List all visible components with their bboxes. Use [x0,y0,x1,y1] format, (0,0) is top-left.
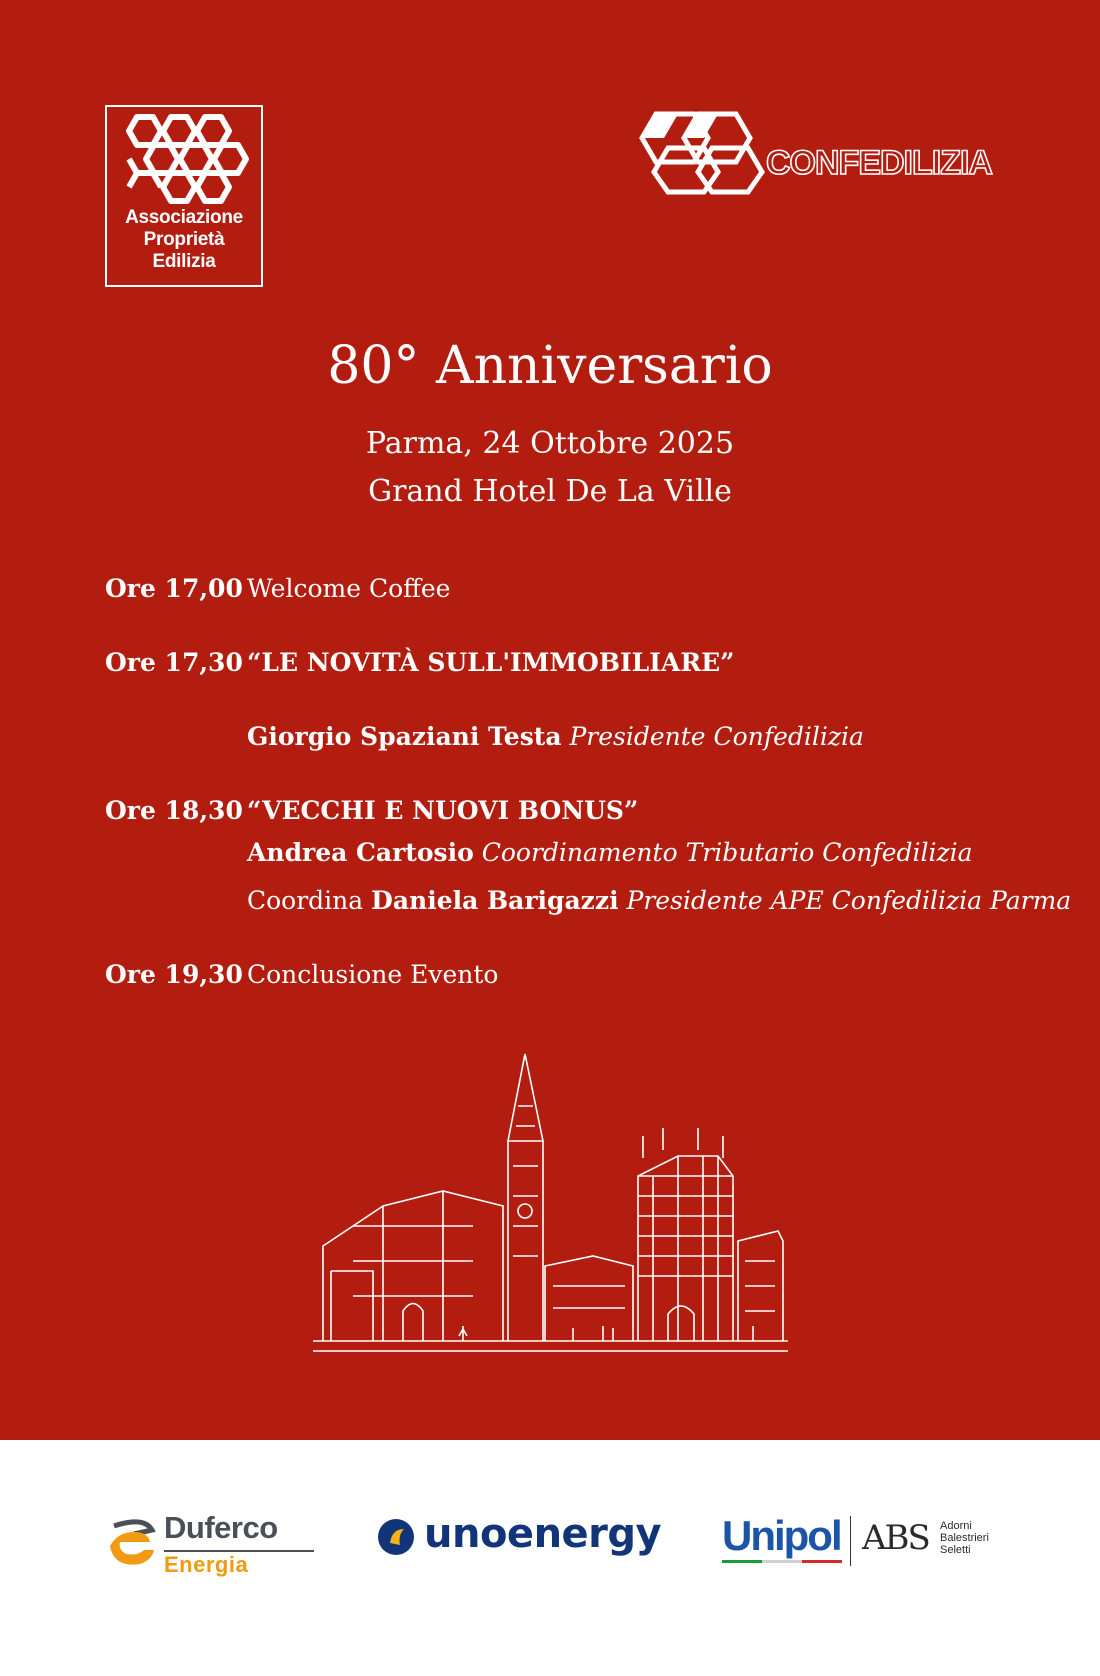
unoenergy-word: unoenergy [424,1511,662,1557]
unipol-abs-logo [722,1514,1012,1574]
abs-names [940,1520,989,1556]
agenda-item: “VECCHI E NUOVI BONUS” [247,796,639,825]
agenda-time: Ore 18,30 [105,796,243,825]
ape-logo-line1: Associazione [125,207,243,228]
agenda-item: Conclusione Evento [247,960,499,989]
abs-word: ABS [862,1518,929,1558]
agenda-coordinator [247,886,1071,916]
coordinator-role: Presidente APE Confedilizia Parma [626,886,1072,915]
honeycomb-icon [115,113,255,205]
event-venue: Grand Hotel De La Ville [368,474,732,509]
abs-name-3: Seletti [940,1544,971,1556]
agenda-item: “LE NOVITÀ SULL'IMMOBILIARE” [247,648,735,677]
agenda-time: Ore 17,00 [105,574,243,603]
speaker-role: Presidente Confedilizia [569,722,864,751]
parma-skyline-illustration [313,1046,788,1356]
ape-logo [105,105,263,287]
duferco-word: Duferco [164,1510,278,1545]
agenda-speaker [247,722,864,752]
speaker-role: Coordinamento Tributario Confedilizia [481,838,973,867]
confedilizia-logo [638,108,998,198]
confedilizia-wordmark: CONFEDILIZIA [766,144,992,182]
duferco-logo [104,1510,324,1580]
unoenergy-icon [378,1519,414,1555]
agenda-item: Welcome Coffee [247,574,451,603]
duferco-energia-word: Energia [164,1552,249,1577]
agenda-time: Ore 19,30 [105,960,243,989]
agenda-time: Ore 17,30 [105,648,243,677]
ape-logo-line3: Edilizia [152,251,216,272]
duferco-swirl-icon [104,1516,160,1572]
abs-name-1: Adorni [940,1520,972,1532]
unoenergy-logo [378,1511,678,1575]
event-title: 80° Anniversario [327,336,773,396]
logo-separator [850,1516,851,1566]
unipol-stripe-icon [722,1560,842,1568]
agenda-speaker [247,838,973,868]
speaker-name: Giorgio Spaziani Testa [247,722,562,751]
event-date: Parma, 24 Ottobre 2025 [365,426,735,461]
sponsors-footer [0,1440,1100,1676]
ape-logo-line2: Proprietà [143,229,225,250]
speaker-name: Andrea Cartosio [247,838,474,867]
coordinator-prefix: Coordina [247,886,364,915]
coordinator-name: Daniela Barigazzi [371,886,619,915]
unipol-word: Unipol [722,1512,841,1559]
abs-name-2: Balestrieri [940,1532,989,1544]
